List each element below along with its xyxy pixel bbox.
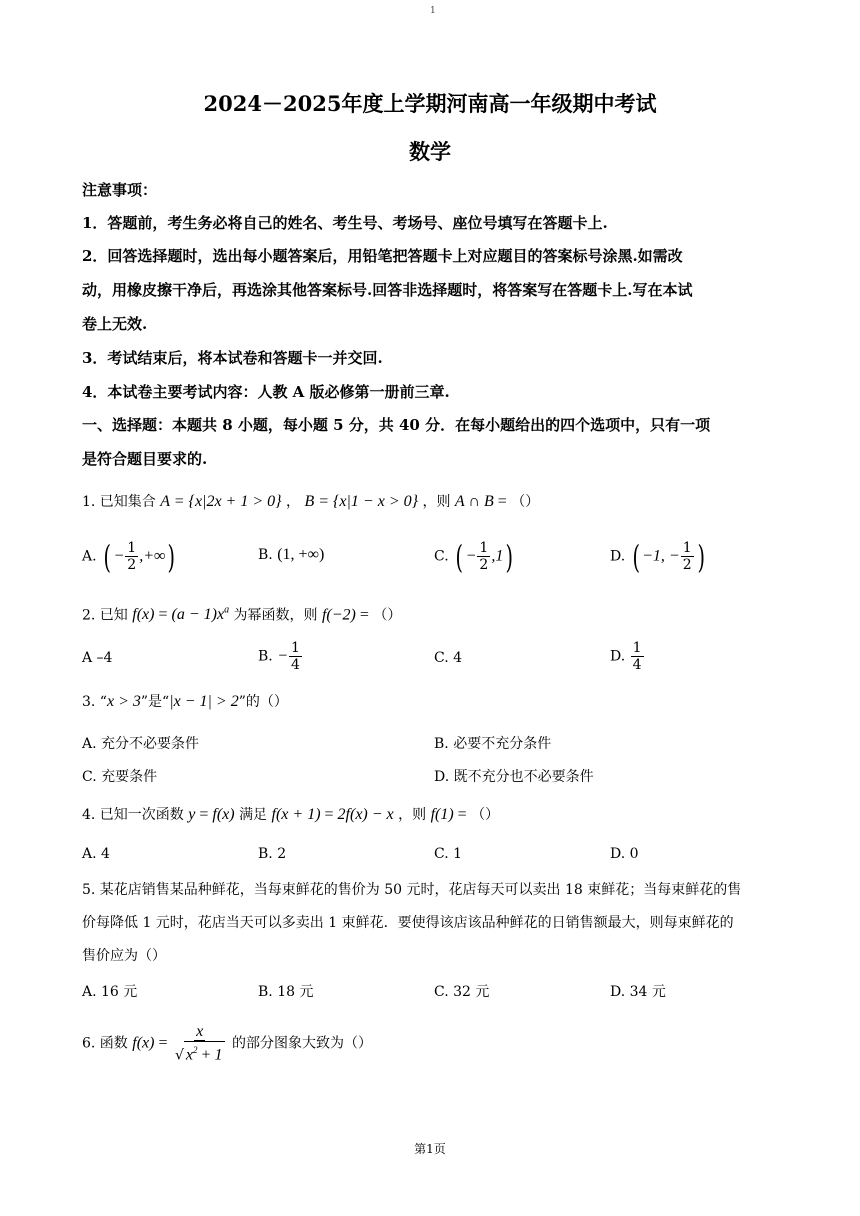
q2-option-a: A –4 xyxy=(82,650,113,666)
q6-function: f(x) = xyxy=(132,1034,168,1052)
question-4: 4. 已知一次函数 y = f(x) 满足 f(x + 1) = 2f(x) − x ，则 f(1) = （） xyxy=(82,806,500,823)
q2-option-d: D. $\frac{1}{4}$ xyxy=(610,640,642,673)
section1-line1: 一、选择题：本题共 8 小题，每小题 5 分，共 40 分．在每小题给出的四个选项中，只有一项 xyxy=(82,416,711,434)
q1-mid: ，则 xyxy=(422,494,451,510)
q1-option-a: A. ( − $\frac{1}{2}$ ,+∞) xyxy=(82,537,176,576)
q2-function: $f(x) = (a - 1)x^a$ xyxy=(132,605,230,624)
note-2-line3: 卷上无效. xyxy=(82,315,148,333)
subject-title: 数学 xyxy=(409,139,451,164)
notes-heading: 注意事项： xyxy=(82,181,158,199)
question-5-line2: 价每降低 1 元时，花店当天可以多卖出 1 束鲜花．要使得该店该品种鲜花的日销售额最大，则每束鲜花的 xyxy=(82,915,734,931)
question-5-line1: 5. 某花店销售某品种鲜花，当每束鲜花的售价为 50 元时，花店每天可以卖出 18 束鲜花；当每束鲜花的售 xyxy=(82,882,742,898)
q4-equation: f(x + 1) = 2f(x) − x xyxy=(271,806,394,823)
q2-option-c: C. 4 xyxy=(434,650,463,666)
question-2: 2. 已知 $f(x) = (a - 1)x^a$ 为幂函数，则 f(−2) = （） xyxy=(82,605,402,624)
note-4: 4．本试卷主要考试内容：人教 A 版必修第一册前三章. xyxy=(82,383,450,401)
q4-option-b: B. 2 xyxy=(258,846,287,862)
q5-option-a: A. 16 元 xyxy=(82,984,138,1000)
q5-option-b: B. 18 元 xyxy=(258,984,314,1000)
q1-intersection: A ∩ B = xyxy=(454,493,507,510)
q1-option-d: D. ( −1, − $\frac{1}{2}$ ) xyxy=(610,537,705,576)
question-6: 6. 函数 f(x) = $\frac{x}{√ x^2 + 1}$ 的部分图象大致为（） xyxy=(82,1023,372,1064)
exam-title: 2024－2025年度上学期河南高一年级期中考试 xyxy=(203,91,657,116)
q3-condition-2: |x − 1| > 2 xyxy=(169,693,239,710)
question-1: 1. 已知集合 A = {x|2x + 1 > 0} ， B = {x|1 − x > 0} ，则 A ∩ B = （） xyxy=(82,493,540,510)
q4-function: y = f(x) xyxy=(188,806,235,823)
q5-option-d: D. 34 元 xyxy=(610,984,666,1000)
q6-fraction: $\frac{x}{√ x^2 + 1}$ xyxy=(174,1023,223,1064)
q4-option-d: D. 0 xyxy=(610,846,639,862)
q3-option-d: D. 既不充分也不必要条件 xyxy=(434,769,594,785)
q4-option-c: C. 1 xyxy=(434,846,463,862)
q4-expression: f(1) = xyxy=(430,806,467,823)
q3-option-a: A. 充分不必要条件 xyxy=(82,736,200,752)
q2-option-b: B. − $\frac{1}{4}$ xyxy=(258,640,300,673)
question-3: 3. “x > 3”是“|x − 1| > 2”的（） xyxy=(82,693,288,710)
q1-option-b: B. (1, +∞) xyxy=(258,546,325,563)
note-2-line1: 2．回答选择题时，选出每小题答案后，用铅笔把答题卡上对应题目的答案标号涂黑.如需改 xyxy=(82,247,683,265)
note-3: 3．考试结束后，将本试卷和答题卡一并交回. xyxy=(82,349,383,367)
header-mark: 1 xyxy=(430,6,436,16)
note-2-line2: 动，用橡皮擦干净后，再选涂其他答案标号.回答非选择题时，将答案写在答题卡上.写在本试 xyxy=(82,281,693,299)
q3-condition-1: x > 3 xyxy=(106,693,141,710)
note-1: 1．答题前，考生务必将自己的姓名、考生号、考场号、座位号填写在答题卡上. xyxy=(82,214,608,232)
q4-option-a: A. 4 xyxy=(82,846,110,862)
q2-expression: f(−2) = xyxy=(321,606,369,624)
q1-option-c: C. ( − $\frac{1}{2}$ ,1) xyxy=(434,537,514,576)
page-number: 第1页 xyxy=(414,1142,446,1156)
q1-set-b: B = {x|1 − x > 0} xyxy=(304,493,419,510)
question-5-line3: 售价应为（） xyxy=(82,948,166,964)
q1-prefix: 1. 已知集合 xyxy=(82,494,156,510)
q5-option-c: C. 32 元 xyxy=(434,984,490,1000)
q3-option-b: B. 必要不充分条件 xyxy=(434,736,552,752)
q1-set-a: A = {x|2x + 1 > 0} xyxy=(160,493,282,510)
section1-line2: 是符合题目要求的. xyxy=(82,450,208,468)
q3-option-c: C. 充要条件 xyxy=(82,769,158,785)
q1-suffix: （） xyxy=(511,494,540,510)
